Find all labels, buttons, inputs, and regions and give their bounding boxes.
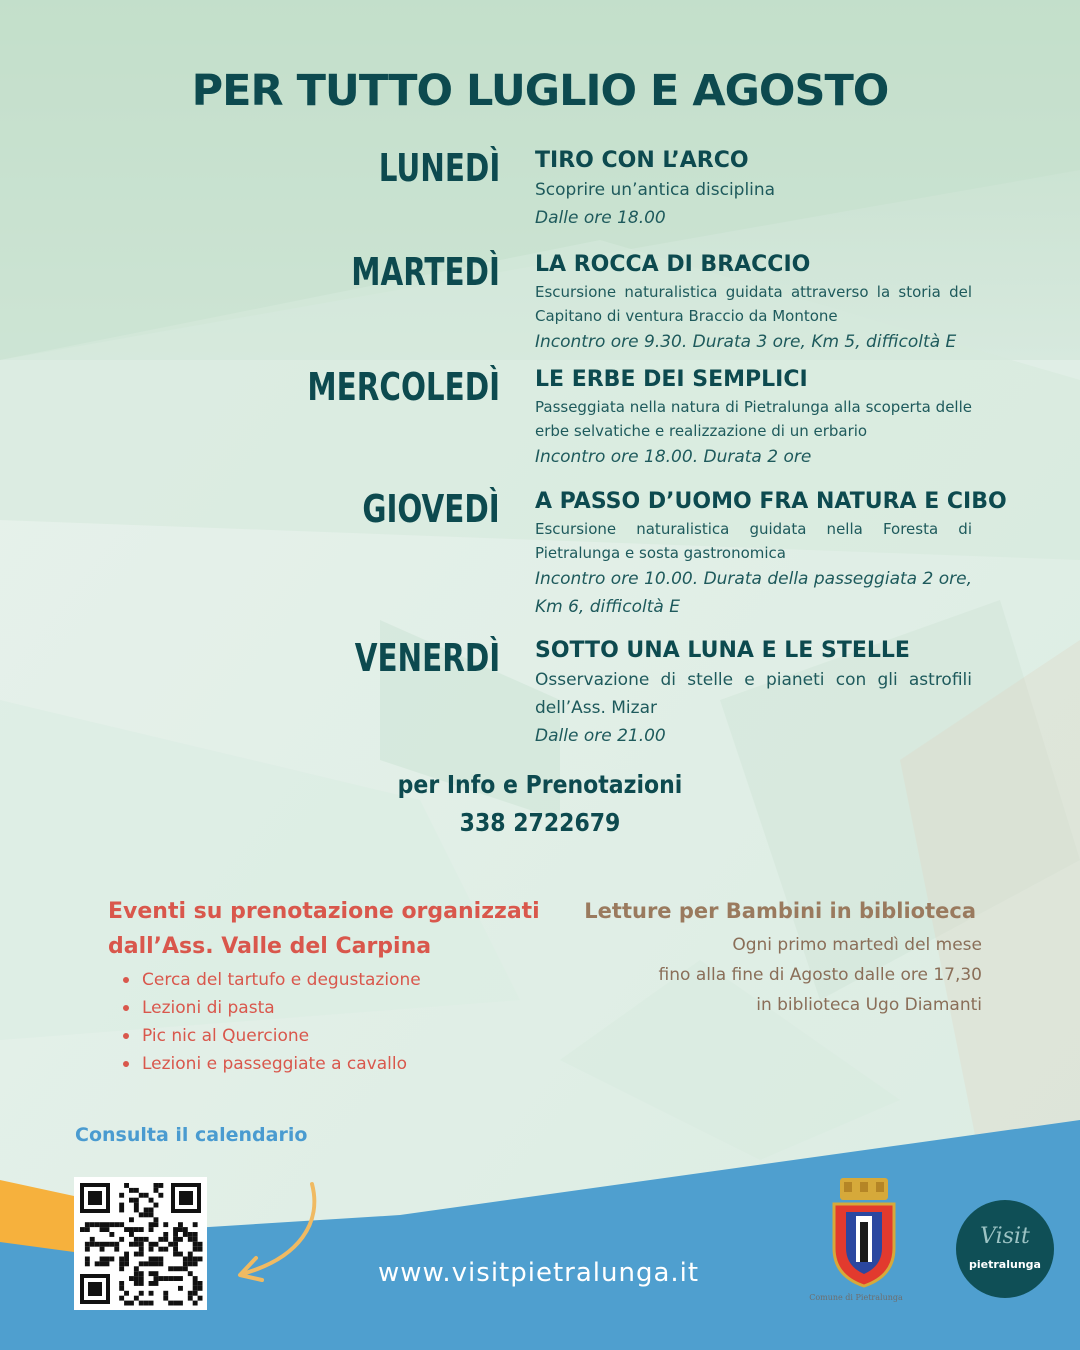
- qr-module: [129, 1276, 134, 1281]
- qr-module: [95, 1261, 100, 1266]
- qr-module: [183, 1266, 188, 1271]
- qr-module: [114, 1222, 119, 1227]
- list-item: Pic nic al Quercione: [120, 1022, 421, 1050]
- qr-module: [114, 1247, 119, 1252]
- qr-module: [188, 1291, 193, 1296]
- qr-module: [178, 1276, 183, 1281]
- qr-module: [85, 1261, 90, 1266]
- qr-module: [119, 1208, 124, 1213]
- letture-line: fino alla fine di Agosto dalle ore 17,30: [658, 965, 982, 985]
- qr-module: [85, 1242, 90, 1247]
- activity-title: TIRO CON L’ARCO: [535, 148, 749, 173]
- qr-module: [134, 1281, 139, 1286]
- activity-description: Scoprire un’antica disciplina: [535, 180, 776, 200]
- qr-module: [134, 1296, 139, 1301]
- qr-module: [149, 1198, 154, 1203]
- activity-time: Incontro ore 18.00. Durata 2 ore: [535, 447, 812, 467]
- qr-module: [163, 1237, 168, 1242]
- activity-time: Dalle ore 18.00: [535, 208, 666, 228]
- qr-module: [154, 1261, 159, 1266]
- qr-module: [109, 1222, 114, 1227]
- qr-module: [188, 1257, 193, 1262]
- qr-module: [198, 1257, 203, 1262]
- qr-module: [139, 1261, 144, 1266]
- qr-module: [158, 1261, 163, 1266]
- qr-module: [193, 1247, 198, 1252]
- qr-module: [124, 1257, 129, 1262]
- qr-module: [193, 1291, 198, 1296]
- qr-module: [144, 1212, 149, 1217]
- letture-title: Letture per Bambini in biblioteca: [584, 899, 976, 923]
- activity: [535, 487, 1007, 621]
- events-title: Eventi su prenotazione organizzati dall’Ass. Valle del Carpina: [108, 899, 540, 959]
- qr-module: [158, 1257, 163, 1262]
- qr-module: [119, 1296, 124, 1301]
- qr-module: [144, 1261, 149, 1266]
- qr-module: [183, 1261, 188, 1266]
- qr-module: [144, 1208, 149, 1213]
- qr-module: [134, 1203, 139, 1208]
- qr-module: [85, 1222, 90, 1227]
- qr-module: [95, 1242, 100, 1247]
- qr-module: [134, 1198, 139, 1203]
- qr-module: [193, 1257, 198, 1262]
- qr-module: [154, 1222, 159, 1227]
- activity-description: Osservazione di stelle e pianeti con gli astrofili dell’Ass. Mizar: [535, 670, 972, 718]
- activity-title: SOTTO UNA LUNA E LE STELLE: [535, 638, 910, 663]
- qr-module: [173, 1301, 178, 1306]
- qr-module: [173, 1266, 178, 1271]
- qr-module: [105, 1257, 110, 1262]
- qr-module: [193, 1276, 198, 1281]
- qr-module: [178, 1266, 183, 1271]
- info-phone[interactable]: 338 2722679: [459, 808, 621, 837]
- qr-module: [124, 1301, 129, 1306]
- qr-module: [109, 1242, 114, 1247]
- activity-title: LE ERBE DEI SEMPLICI: [535, 367, 808, 392]
- qr-module: [129, 1242, 134, 1247]
- qr-module: [163, 1296, 168, 1301]
- qr-module: [105, 1242, 110, 1247]
- letture-line: Ogni primo martedì del mese: [732, 935, 982, 955]
- qr-module: [149, 1261, 154, 1266]
- qr-module: [183, 1257, 188, 1262]
- logo-script-text: Visit: [980, 1224, 1030, 1249]
- qr-module: [149, 1291, 154, 1296]
- qr-module: [109, 1257, 114, 1262]
- qr-module: [178, 1237, 183, 1242]
- qr-module: [193, 1242, 198, 1247]
- qr-module: [188, 1261, 193, 1266]
- qr-module: [139, 1247, 144, 1252]
- qr-module: [139, 1276, 144, 1281]
- qr-module: [173, 1227, 178, 1232]
- qr-module: [173, 1247, 178, 1252]
- qr-module: [85, 1247, 90, 1252]
- qr-module: [134, 1242, 139, 1247]
- day-label: MERCOLEDÌ: [307, 365, 500, 409]
- qr-module: [178, 1252, 183, 1257]
- qr-module: [198, 1247, 203, 1252]
- qr-module: [124, 1252, 129, 1257]
- qr-module: [100, 1242, 105, 1247]
- qr-module: [129, 1301, 134, 1306]
- qr-module: [193, 1222, 198, 1227]
- qr-module: [105, 1227, 110, 1232]
- qr-module: [193, 1301, 198, 1306]
- qr-module: [198, 1242, 203, 1247]
- qr-module: [154, 1281, 159, 1286]
- qr-module: [149, 1247, 154, 1252]
- qr-module: [109, 1232, 114, 1237]
- qr-module: [183, 1227, 188, 1232]
- qr-module: [80, 1227, 85, 1232]
- qr-module: [178, 1286, 183, 1291]
- qr-module: [163, 1232, 168, 1237]
- qr-module: [90, 1242, 95, 1247]
- qr-module: [193, 1281, 198, 1286]
- qr-module: [139, 1212, 144, 1217]
- qr-module: [144, 1193, 149, 1198]
- qr-module: [163, 1222, 168, 1227]
- letture-line: in biblioteca Ugo Diamanti: [756, 995, 982, 1015]
- qr-module: [149, 1212, 154, 1217]
- qr-module: [158, 1193, 163, 1198]
- qr-module: [154, 1271, 159, 1276]
- activity-title: LA ROCCA DI BRACCIO: [535, 252, 811, 277]
- qr-module: [119, 1203, 124, 1208]
- qr-module: [168, 1301, 173, 1306]
- comune-caption: Comune di Pietralunga: [809, 1293, 903, 1302]
- activity-time: Dalle ore 21.00: [535, 726, 666, 746]
- qr-module: [158, 1276, 163, 1281]
- list-item: Lezioni e passeggiate a cavallo: [120, 1050, 421, 1078]
- qr-module: [124, 1291, 129, 1296]
- activity: [535, 365, 972, 471]
- qr-module: [183, 1232, 188, 1237]
- qr-module: [193, 1237, 198, 1242]
- qr-module: [139, 1301, 144, 1306]
- qr-module: [154, 1183, 159, 1188]
- qr-module: [188, 1252, 193, 1257]
- qr-module: [85, 1257, 90, 1262]
- qr-module: [154, 1242, 159, 1247]
- qr-module: [198, 1281, 203, 1286]
- qr-module: [149, 1271, 154, 1276]
- qr-module: [163, 1276, 168, 1281]
- day-label: VENERDÌ: [354, 636, 500, 680]
- qr-module: [105, 1222, 110, 1227]
- qr-module: [100, 1261, 105, 1266]
- qr-module: [154, 1188, 159, 1193]
- qr-module: [129, 1227, 134, 1232]
- letture-details: [659, 930, 982, 1020]
- activity-time: Incontro ore 10.00. Durata della passeggiata 2 ore, Km 6, difficoltà E: [535, 569, 972, 617]
- day-label: MARTEDÌ: [351, 250, 500, 294]
- qr-module: [100, 1227, 105, 1232]
- logo-word-text: pietralunga: [969, 1258, 1041, 1271]
- qr-module: [134, 1237, 139, 1242]
- activity-description: Escursione naturalistica guidata nella Foresta di Pietralunga e sosta gastronomica: [535, 520, 972, 562]
- list-item: Lezioni di pasta: [120, 994, 421, 1022]
- qr-module: [139, 1291, 144, 1296]
- qr-module: [119, 1286, 124, 1291]
- qr-module: [114, 1242, 119, 1247]
- qr-module: [173, 1237, 178, 1242]
- activity-description: Passeggiata nella natura di Pietralunga alla scoperta delle erbe selvatiche e realizzazione di un erbario: [535, 398, 972, 440]
- qr-module: [124, 1227, 129, 1232]
- page-title: PER TUTTO LUGLIO E AGOSTO: [191, 66, 889, 116]
- qr-module: [188, 1296, 193, 1301]
- qr-module: [134, 1252, 139, 1257]
- qr-module: [129, 1217, 134, 1222]
- qr-module: [119, 1237, 124, 1242]
- qr-module: [129, 1232, 134, 1237]
- qr-module: [134, 1266, 139, 1271]
- qr-module: [119, 1261, 124, 1266]
- qr-module: [139, 1281, 144, 1286]
- qr-module: [139, 1193, 144, 1198]
- activity-description: Escursione naturalistica guidata attraverso la storia del Capitano di ventura Braccio da Montone: [535, 283, 972, 325]
- qr-module: [154, 1257, 159, 1262]
- comune-crest-icon: [826, 1176, 902, 1288]
- qr-code[interactable]: [74, 1177, 207, 1310]
- qr-module: [144, 1301, 149, 1306]
- activity: [535, 250, 972, 356]
- qr-module: [90, 1237, 95, 1242]
- qr-module: [119, 1257, 124, 1262]
- qr-module: [95, 1222, 100, 1227]
- qr-module: [149, 1281, 154, 1286]
- qr-module: [158, 1237, 163, 1242]
- qr-module: [149, 1222, 154, 1227]
- qr-code-icon: [74, 1177, 207, 1310]
- qr-module: [168, 1242, 173, 1247]
- qr-module: [119, 1193, 124, 1198]
- qr-module: [149, 1301, 154, 1306]
- qr-module: [119, 1222, 124, 1227]
- qr-module: [134, 1276, 139, 1281]
- qr-module: [198, 1296, 203, 1301]
- qr-module: [193, 1261, 198, 1266]
- qr-module: [173, 1252, 178, 1257]
- qr-module: [134, 1188, 139, 1193]
- qr-module: [149, 1208, 154, 1213]
- qr-module: [188, 1271, 193, 1276]
- qr-module: [168, 1266, 173, 1271]
- qr-module: [154, 1217, 159, 1222]
- qr-module: [193, 1286, 198, 1291]
- qr-module: [178, 1301, 183, 1306]
- qr-module: [144, 1237, 149, 1242]
- list-item: Cerca del tartufo e degustazione: [120, 966, 421, 994]
- qr-module: [105, 1261, 110, 1266]
- qr-module: [173, 1276, 178, 1281]
- qr-module: [149, 1257, 154, 1262]
- qr-module: [168, 1276, 173, 1281]
- qr-module: [139, 1237, 144, 1242]
- qr-module: [139, 1252, 144, 1257]
- qr-module: [173, 1232, 178, 1237]
- qr-module: [100, 1222, 105, 1227]
- activity-title: A PASSO D’UOMO FRA NATURA E CIBO: [535, 489, 1007, 514]
- qr-module: [129, 1188, 134, 1193]
- qr-module: [134, 1271, 139, 1276]
- qr-module: [149, 1227, 154, 1232]
- events-list: [120, 966, 421, 1078]
- qr-module: [90, 1222, 95, 1227]
- day-label: GIOVEDÌ: [362, 487, 500, 531]
- qr-module: [139, 1242, 144, 1247]
- qr-module: [149, 1242, 154, 1247]
- qr-module: [119, 1266, 124, 1271]
- activity-time: Incontro ore 9.30. Durata 3 ore, Km 5, difficoltà E: [535, 332, 957, 352]
- qr-module: [129, 1198, 134, 1203]
- qr-module: [154, 1276, 159, 1281]
- activity: [535, 146, 972, 232]
- qr-module: [188, 1232, 193, 1237]
- qr-module: [193, 1232, 198, 1237]
- qr-module: [139, 1227, 144, 1232]
- qr-module: [124, 1261, 129, 1266]
- activity: [535, 636, 972, 750]
- qr-module: [85, 1227, 90, 1232]
- qr-module: [119, 1281, 124, 1286]
- qr-module: [100, 1247, 105, 1252]
- qr-module: [188, 1237, 193, 1242]
- qr-module: [124, 1183, 129, 1188]
- qr-module: [134, 1208, 139, 1213]
- day-label: LUNEDÌ: [378, 146, 500, 190]
- calendar-label: Consulta il calendario: [75, 1124, 308, 1146]
- qr-module: [198, 1286, 203, 1291]
- qr-module: [178, 1227, 183, 1232]
- qr-module: [100, 1257, 105, 1262]
- qr-module: [139, 1271, 144, 1276]
- qr-module: [173, 1242, 178, 1247]
- visit-pietralunga-logo: [956, 1200, 1054, 1298]
- qr-module: [163, 1291, 168, 1296]
- qr-module: [163, 1247, 168, 1252]
- info-block: [0, 766, 1080, 842]
- website-link[interactable]: www.visitpietralunga.it: [378, 1258, 700, 1288]
- qr-module: [178, 1222, 183, 1227]
- qr-module: [154, 1203, 159, 1208]
- qr-module: [158, 1183, 163, 1188]
- info-label: per Info e Prenotazioni: [397, 770, 683, 799]
- qr-module: [134, 1227, 139, 1232]
- qr-module: [158, 1247, 163, 1252]
